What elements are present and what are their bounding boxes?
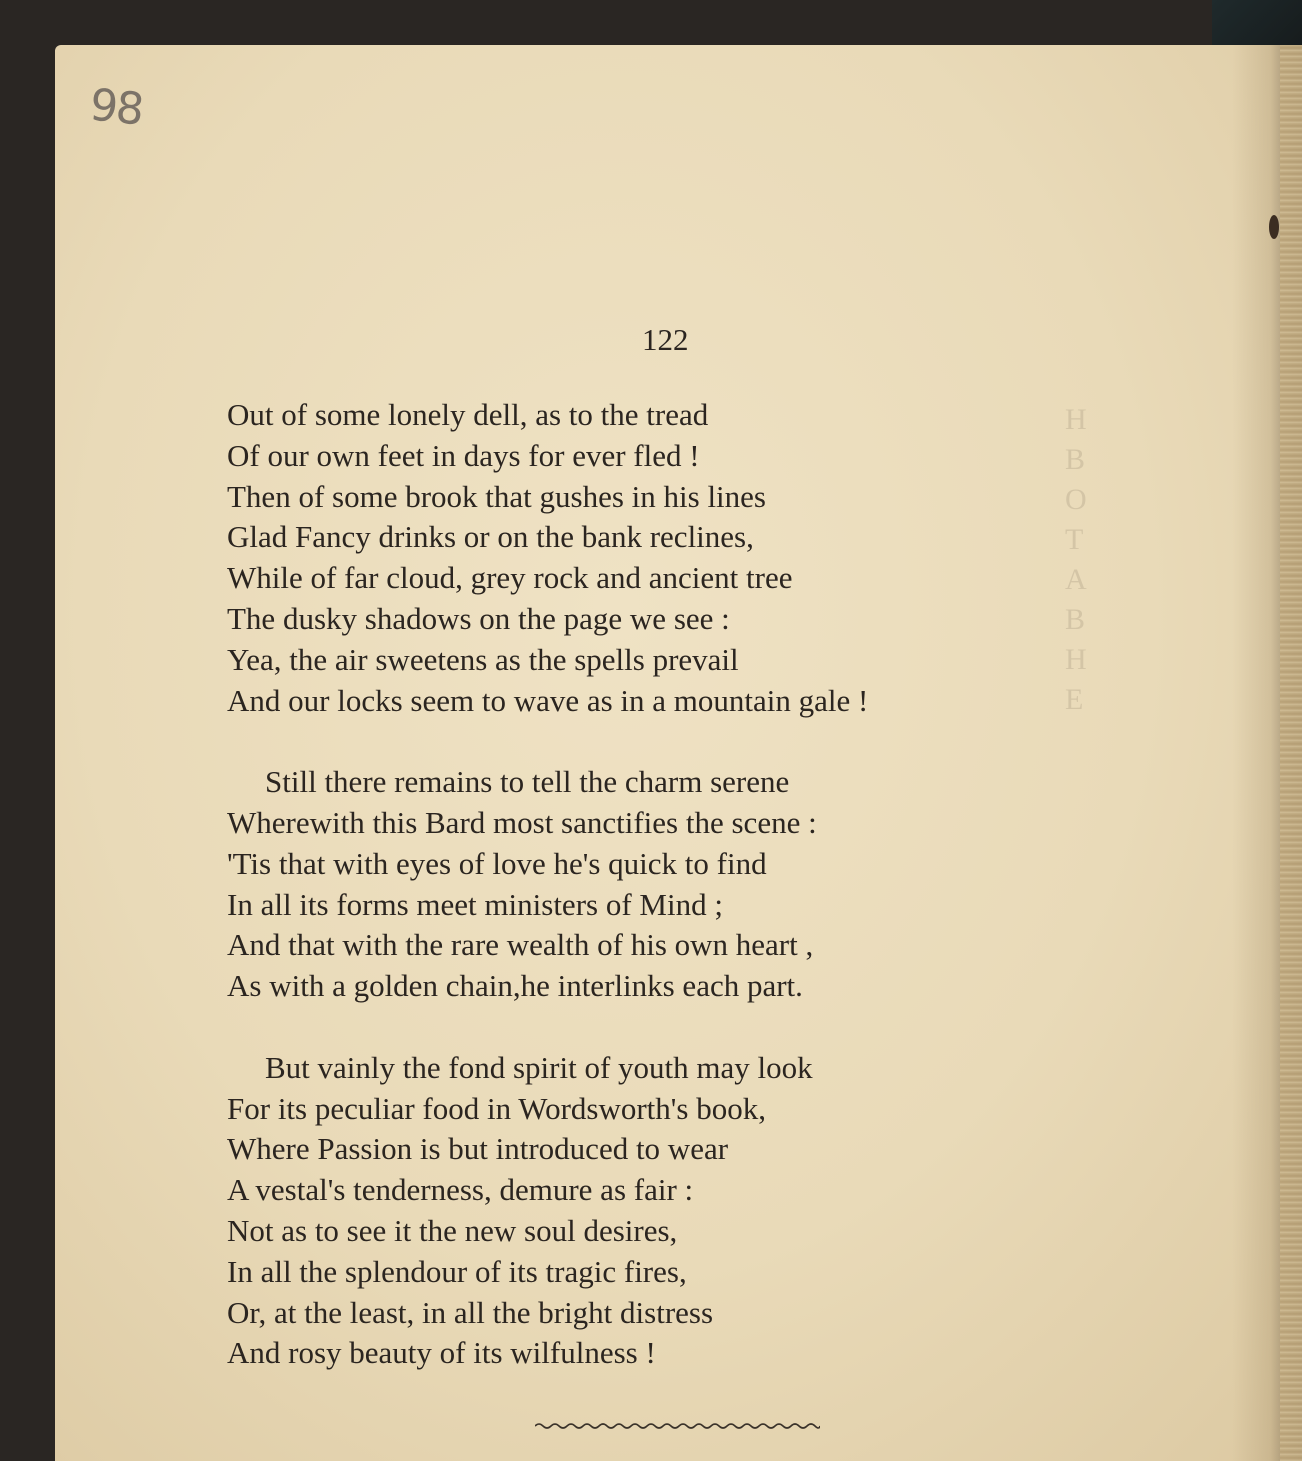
poem-line: 'Tis that with eyes of love he's quick to find — [227, 845, 767, 881]
stanza-1 — [227, 395, 868, 721]
poem-line: Of our own feet in days for ever fled ! — [227, 437, 700, 473]
poem-line: Glad Fancy drinks or on the bank reclines, — [227, 519, 754, 555]
stanza-2 — [227, 762, 868, 1007]
poem-line: As with a golden chain,he interlinks each part. — [227, 968, 803, 1004]
poem-line: Still there remains to tell the charm serene — [265, 764, 790, 800]
page-number: 122 — [642, 322, 689, 357]
poem-line: Yea, the air sweetens as the spells prevail — [227, 641, 739, 677]
show-through-text: H B O T A B H E — [1065, 403, 1087, 716]
poem-line: Out of some lonely dell, as to the tread — [227, 397, 709, 432]
poem-line: Then of some brook that gushes in his lines — [227, 478, 766, 514]
poem-line: For its peculiar food in Wordsworth's book, — [227, 1090, 766, 1126]
page-edge — [1280, 45, 1302, 1461]
stanza-3 — [227, 1048, 868, 1374]
poem-text — [227, 395, 868, 1374]
poem-line: Not as to see it the new soul desires, — [227, 1212, 678, 1248]
poem-line: The dusky shadows on the page we see : — [227, 600, 730, 636]
poem-line: Wherewith this Bard most sanctifies the scene : — [227, 804, 817, 840]
poem-line: And rosy beauty of its wilfulness ! — [227, 1335, 656, 1371]
poem-line: In all the splendour of its tragic fires, — [227, 1253, 687, 1289]
pencil-folio-number: 98 — [87, 79, 145, 136]
ink-blot — [1269, 215, 1279, 239]
poem-line: While of far cloud, grey rock and ancient tree — [227, 560, 793, 596]
poem-line: Or, at the least, in all the bright distress — [227, 1294, 714, 1330]
poem-line: Where Passion is but introduced to wear — [227, 1131, 729, 1167]
poem-line: And our locks seem to wave as in a mountain gale ! — [227, 682, 869, 718]
poem-line: And that with the rare wealth of his own heart , — [227, 927, 814, 963]
poem-line: In all its forms meet ministers of Mind ; — [227, 886, 723, 922]
ornamental-wavy-rule — [535, 1420, 820, 1432]
poem-line: But vainly the fond spirit of youth may look — [265, 1049, 813, 1085]
poem-line: A vestal's tenderness, demure as fair : — [227, 1172, 694, 1208]
